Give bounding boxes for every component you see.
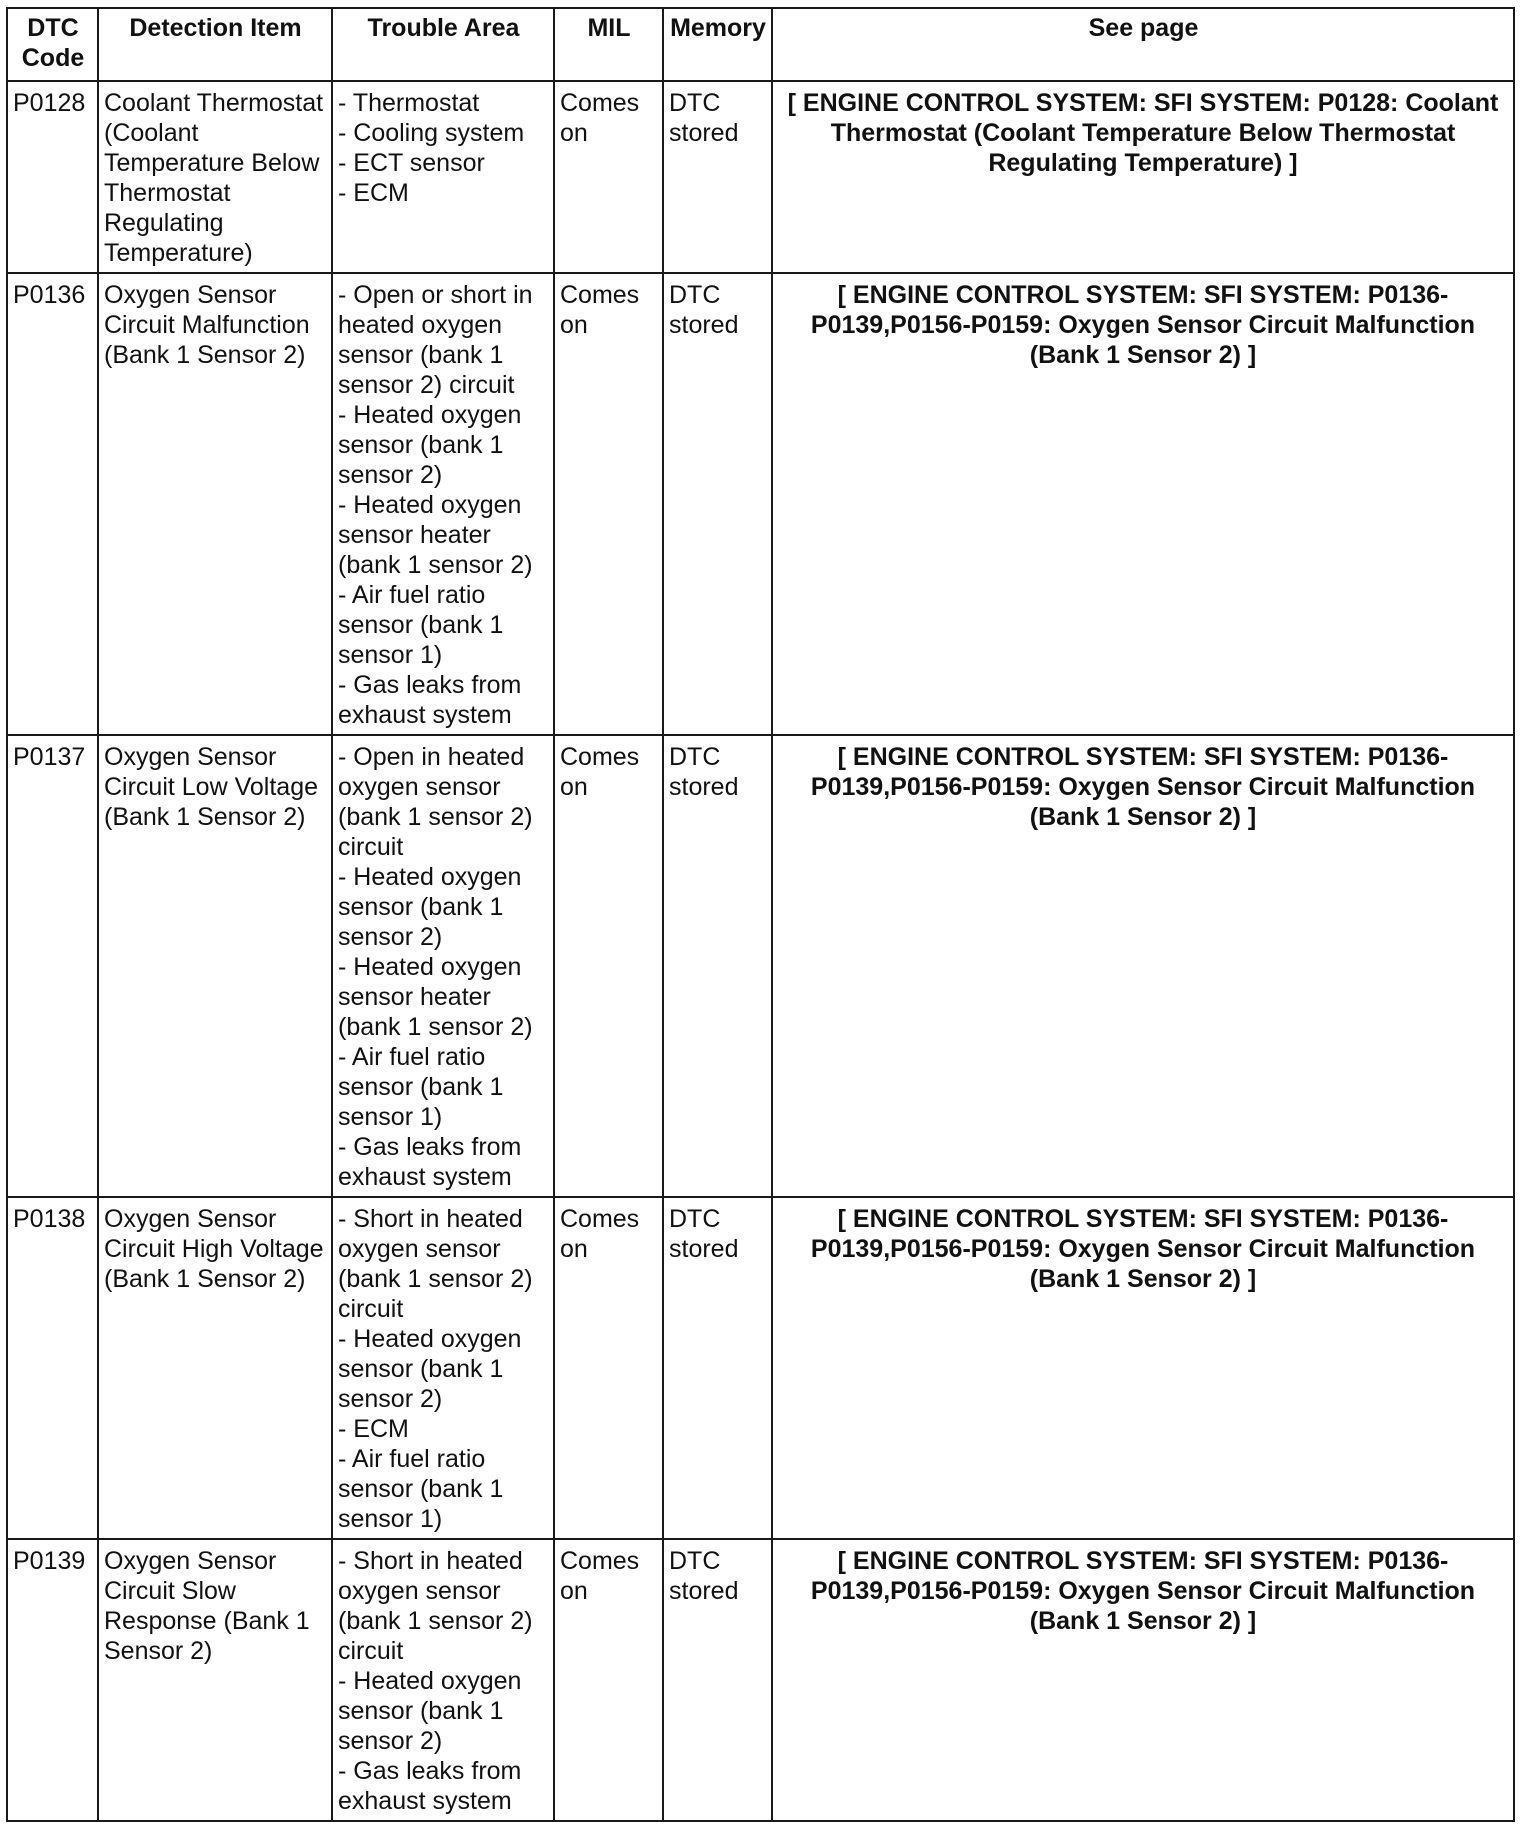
see-page-link[interactable]: [ ENGINE CONTROL SYSTEM: SFI SYSTEM: P0128: Coolant Thermostat (Coolant Temperature Below Thermostat Regulating Temperature) ] (772, 81, 1514, 273)
trouble-area-item: - Gas leaks from exhaust system (338, 1757, 522, 1815)
dtc-code-cell: P0137 (7, 735, 98, 1197)
memory-cell: DTC stored (663, 81, 772, 273)
trouble-area-cell (332, 1197, 554, 1539)
see-page-link[interactable]: [ ENGINE CONTROL SYSTEM: SFI SYSTEM: P0136-P0139,P0156-P0159: Oxygen Sensor Circuit Malfunction (Bank 1 Sensor 2) ] (772, 1197, 1514, 1539)
table-row (7, 273, 1514, 735)
header-memory: Memory (663, 8, 772, 81)
table-row (7, 81, 1514, 273)
dtc-code-cell: P0139 (7, 1539, 98, 1821)
trouble-area-item: - ECM (338, 179, 409, 207)
see-page-link[interactable]: [ ENGINE CONTROL SYSTEM: SFI SYSTEM: P0136-P0139,P0156-P0159: Oxygen Sensor Circuit Malfunction (Bank 1 Sensor 2) ] (772, 273, 1514, 735)
trouble-area-item: - Heated oxygen sensor (bank 1 sensor 2) (338, 1667, 522, 1755)
trouble-area-item: - Heated oxygen sensor (bank 1 sensor 2) (338, 863, 522, 951)
header-dtc-code: DTC Code (7, 8, 98, 81)
trouble-area-item: - Air fuel ratio sensor (bank 1 sensor 1) (338, 581, 504, 669)
see-page-link[interactable]: [ ENGINE CONTROL SYSTEM: SFI SYSTEM: P0136-P0139,P0156-P0159: Oxygen Sensor Circuit Malfunction (Bank 1 Sensor 2) ] (772, 735, 1514, 1197)
trouble-area-item: - Short in heated oxygen sensor (bank 1 sensor 2) circuit (338, 1547, 533, 1665)
memory-cell: DTC stored (663, 273, 772, 735)
detection-item-cell: Coolant Thermostat (Coolant Temperature Below Thermostat Regulating Temperature) (98, 81, 332, 273)
detection-item-cell: Oxygen Sensor Circuit Slow Response (Bank 1 Sensor 2) (98, 1539, 332, 1821)
trouble-area-item: - Heated oxygen sensor heater (bank 1 sensor 2) (338, 491, 533, 579)
mil-cell: Comes on (554, 1197, 663, 1539)
trouble-area-cell (332, 735, 554, 1197)
detection-item-cell: Oxygen Sensor Circuit Low Voltage (Bank 1 Sensor 2) (98, 735, 332, 1197)
table-row (7, 1197, 1514, 1539)
dtc-code-cell: P0138 (7, 1197, 98, 1539)
trouble-area-item: - Short in heated oxygen sensor (bank 1 sensor 2) circuit (338, 1205, 533, 1323)
table-header-row (7, 8, 1514, 81)
trouble-area-item: - ECT sensor (338, 149, 485, 177)
trouble-area-item: - Gas leaks from exhaust system (338, 671, 522, 729)
memory-cell: DTC stored (663, 1197, 772, 1539)
trouble-area-cell (332, 81, 554, 273)
header-trouble-area: Trouble Area (332, 8, 554, 81)
header-see-page: See page (772, 8, 1514, 81)
dtc-code-cell: P0128 (7, 81, 98, 273)
trouble-area-item: - Heated oxygen sensor (bank 1 sensor 2) (338, 1325, 522, 1413)
trouble-area-item: - Open or short in heated oxygen sensor (bank 1 sensor 2) circuit (338, 281, 533, 399)
mil-cell: Comes on (554, 273, 663, 735)
memory-cell: DTC stored (663, 735, 772, 1197)
mil-cell: Comes on (554, 735, 663, 1197)
detection-item-cell: Oxygen Sensor Circuit High Voltage (Bank 1 Sensor 2) (98, 1197, 332, 1539)
trouble-area-item: - Open in heated oxygen sensor (bank 1 sensor 2) circuit (338, 743, 533, 861)
dtc-table-container (6, 7, 1513, 1822)
mil-cell: Comes on (554, 1539, 663, 1821)
trouble-area-cell (332, 273, 554, 735)
trouble-area-item: - Air fuel ratio sensor (bank 1 sensor 1) (338, 1043, 504, 1131)
table-row (7, 735, 1514, 1197)
header-detection-item: Detection Item (98, 8, 332, 81)
header-mil: MIL (554, 8, 663, 81)
detection-item-cell: Oxygen Sensor Circuit Malfunction (Bank 1 Sensor 2) (98, 273, 332, 735)
trouble-area-item: - Gas leaks from exhaust system (338, 1133, 522, 1191)
see-page-link[interactable]: [ ENGINE CONTROL SYSTEM: SFI SYSTEM: P0136-P0139,P0156-P0159: Oxygen Sensor Circuit Malfunction (Bank 1 Sensor 2) ] (772, 1539, 1514, 1821)
dtc-table (6, 7, 1515, 1822)
trouble-area-item: - ECM (338, 1415, 409, 1443)
mil-cell: Comes on (554, 81, 663, 273)
table-row (7, 1539, 1514, 1821)
dtc-code-cell: P0136 (7, 273, 98, 735)
trouble-area-item: - Heated oxygen sensor heater (bank 1 sensor 2) (338, 953, 533, 1041)
trouble-area-item: - Heated oxygen sensor (bank 1 sensor 2) (338, 401, 522, 489)
trouble-area-cell (332, 1539, 554, 1821)
trouble-area-item: - Thermostat (338, 89, 480, 117)
table-body (7, 81, 1514, 1821)
trouble-area-item: - Air fuel ratio sensor (bank 1 sensor 1) (338, 1445, 504, 1533)
trouble-area-item: - Cooling system (338, 119, 525, 147)
memory-cell: DTC stored (663, 1539, 772, 1821)
